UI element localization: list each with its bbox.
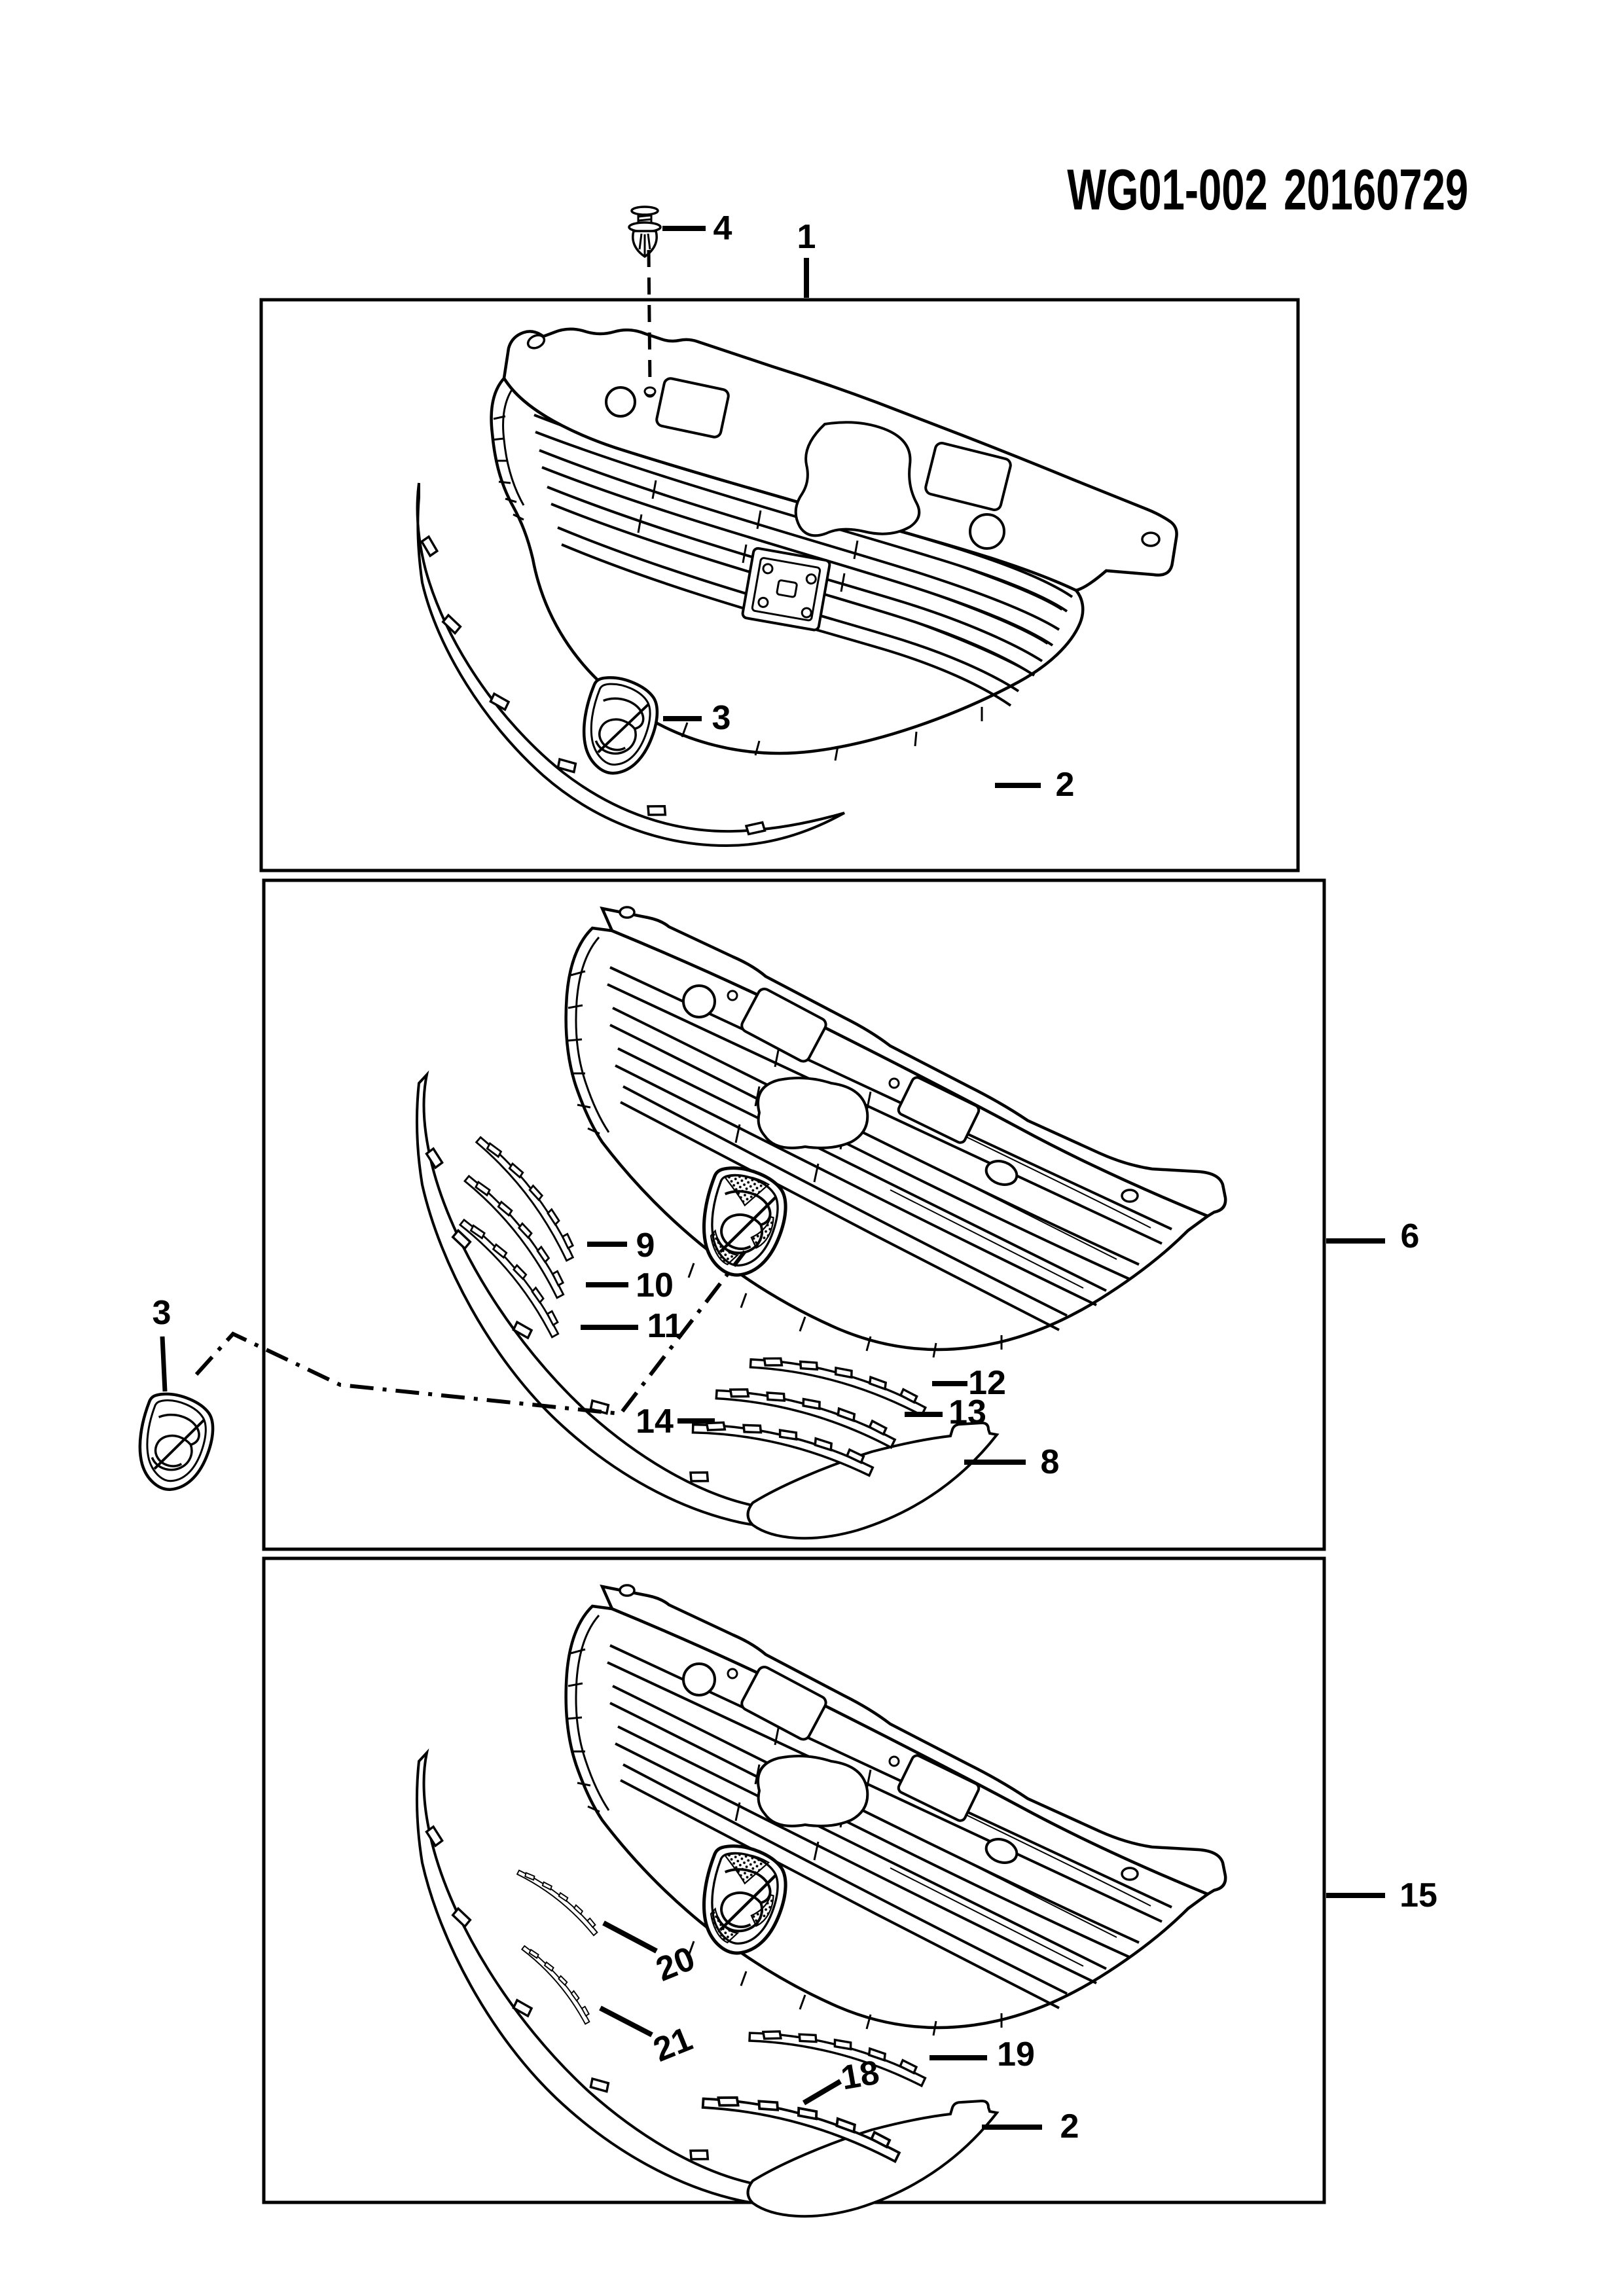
page-title xyxy=(1067,157,1468,222)
callout-label-18: 18 xyxy=(838,2053,882,2098)
callout-label-2: 2 xyxy=(1055,766,1075,804)
slat-strip-drawing xyxy=(746,2022,929,2087)
callout-label-20: 20 xyxy=(651,1939,700,1989)
callout-label-6: 6 xyxy=(1400,1217,1420,1255)
callout-label-9: 9 xyxy=(636,1227,655,1265)
callout-label-8: 8 xyxy=(1040,1443,1060,1481)
callout-label-2b: 2 xyxy=(1060,2108,1079,2145)
figure-middle xyxy=(128,880,1385,1549)
drawing-code: WG01-002 xyxy=(1067,157,1268,222)
callout-label-11: 11 xyxy=(647,1307,683,1345)
callout-label-12: 12 xyxy=(968,1364,1006,1402)
callout-label-3: 3 xyxy=(712,699,731,737)
callout-label-1: 1 xyxy=(797,218,816,256)
slat-strip-drawing xyxy=(699,2086,904,2162)
callout-label-14: 14 xyxy=(636,1403,674,1441)
retainer-clip-drawing xyxy=(629,207,660,257)
figure-bottom xyxy=(264,1558,1385,2216)
emblem-mount-plate xyxy=(742,548,831,631)
callout-label-19: 19 xyxy=(997,2036,1035,2073)
slat-strip-drawing xyxy=(514,1865,604,1936)
callout-label-3b: 3 xyxy=(152,1294,171,1332)
figure-top xyxy=(261,207,1298,870)
callout-label-10: 10 xyxy=(636,1266,674,1304)
callout-label-13: 13 xyxy=(948,1393,986,1431)
callout-label-4: 4 xyxy=(713,209,732,247)
callout-label-15: 15 xyxy=(1399,1876,1437,1914)
callout-label-21: 21 xyxy=(648,2020,698,2070)
revision-date: 20160729 xyxy=(1284,157,1468,222)
emblem-drawing xyxy=(128,1388,221,1498)
